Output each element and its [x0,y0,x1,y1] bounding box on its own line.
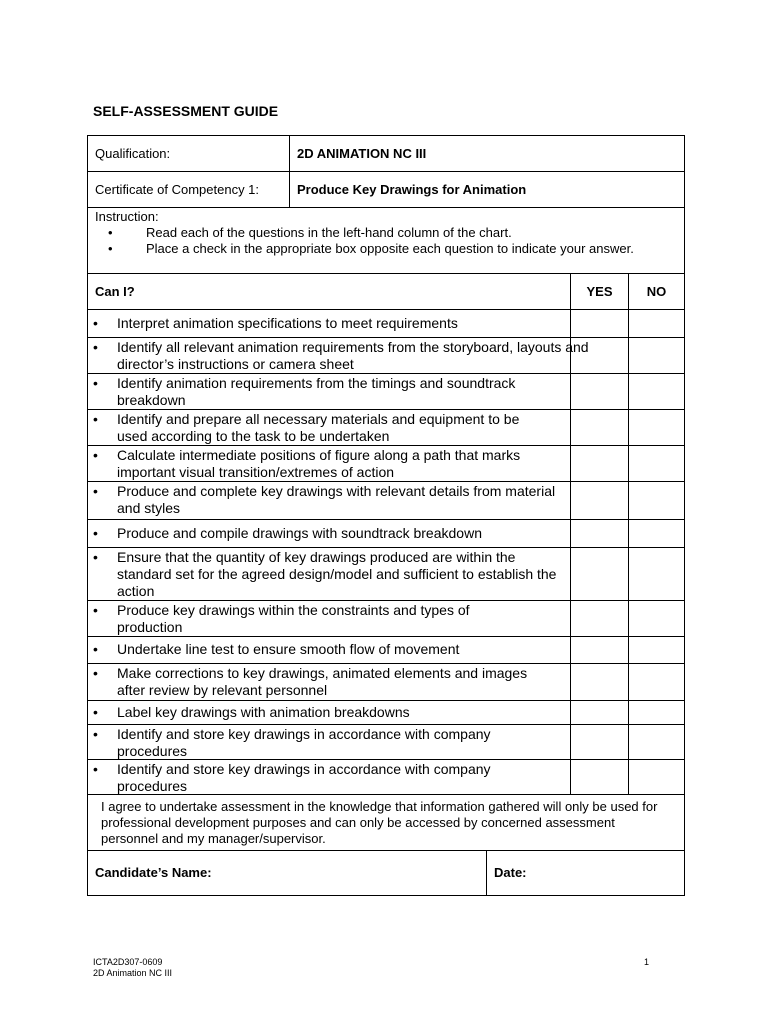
yes-checkbox[interactable] [570,664,628,700]
table-row [88,664,684,701]
qualification-row [88,136,684,172]
yes-checkbox[interactable] [570,548,628,600]
yes-checkbox[interactable] [570,338,628,373]
bullet-icon: • [93,761,98,777]
bullet-icon: • [93,641,98,657]
instruction-row [88,208,684,274]
no-checkbox[interactable] [628,760,684,794]
bullet-icon: • [93,447,98,463]
header-no-text: NO [646,284,667,299]
date-label: Date: [494,865,527,880]
candidate-name-label: Candidate’s Name: [95,865,212,880]
no-checkbox[interactable] [628,601,684,636]
bullet-icon: • [93,339,98,355]
agreement-text: I agree to undertake assessment in the knowledge that information gathered will only be used for professional development purposes and can only be accessed by concerned assessment personnel and my manager/supervisor. [101,799,658,846]
yes-checkbox[interactable] [570,760,628,794]
bullet-icon: • [93,375,98,391]
table-row [88,374,684,410]
question-text: Calculate intermediate positions of figure along a path that marks important visual transition/extremes of action [117,447,521,480]
bullet-icon: • [93,411,98,427]
question-text: Identify animation requirements from the timings and soundtrack breakdown [117,375,516,408]
bullet-icon: • [93,525,98,541]
instruction-bullet: Place a check in the appropriate box opposite each question to indicate your answer. [146,241,634,256]
yes-checkbox[interactable] [570,446,628,481]
no-checkbox[interactable] [628,374,684,409]
certificate-label: Certificate of Competency 1: [95,182,260,197]
no-checkbox[interactable] [628,338,684,373]
table-row [88,701,684,725]
yes-checkbox[interactable] [570,601,628,636]
question-text: Identify and store key drawings in accordance with company procedures [117,726,491,759]
instruction-heading: Instruction: [95,209,159,224]
question-text: Label key drawings with animation breakdowns [117,704,410,720]
footer-code: ICTA2D307-0609 [93,957,163,967]
instruction-bullet: Read each of the questions in the left-hand column of the chart. [146,225,512,240]
no-checkbox[interactable] [628,520,684,547]
bullet-icon: • [93,665,98,681]
question-text: Produce key drawings within the constraints and types of production [117,602,470,635]
question-text: Identify all relevant animation requirements from the storyboard, layouts and director’s instructions or camera sheet [117,339,589,372]
table-row [88,410,684,446]
question-text: Produce and complete key drawings with relevant details from material and styles [117,483,556,516]
bullet-icon: • [108,241,113,256]
table-row [88,520,684,548]
no-checkbox[interactable] [628,701,684,724]
agreement-row [88,795,684,851]
table-row [88,446,684,482]
question-text: Undertake line test to ensure smooth flow of movement [117,641,460,657]
bullet-icon: • [108,225,113,240]
table-row [88,637,684,664]
no-checkbox[interactable] [628,664,684,700]
question-text: Identify and prepare all necessary materials and equipment to be used according to the task to be undertaken [117,411,520,444]
table-row [88,310,684,338]
header-yes-text: YES [586,284,613,299]
bullet-icon: • [93,726,98,742]
header-no [628,274,684,309]
table-row [88,482,684,520]
no-checkbox[interactable] [628,446,684,481]
question-text: Identify and store key drawings in accordance with company procedures [117,761,491,794]
yes-checkbox[interactable] [570,410,628,445]
table-row [88,548,684,601]
yes-checkbox[interactable] [570,725,628,759]
yes-checkbox[interactable] [570,701,628,724]
yes-checkbox[interactable] [570,520,628,547]
yes-checkbox[interactable] [570,374,628,409]
question-text: Ensure that the quantity of key drawings produced are within the standard set for the agreed design/model and sufficient to establish the action [117,549,557,599]
table-row [88,725,684,760]
yes-checkbox[interactable] [570,482,628,519]
page-number: 1 [644,957,650,967]
header-yes [570,274,628,309]
bullet-icon: • [93,483,98,499]
date-field [486,851,684,895]
question-text: Produce and compile drawings with soundtrack breakdown [117,525,482,541]
yes-checkbox[interactable] [570,310,628,337]
table-row [88,760,684,795]
bullet-icon: • [93,315,98,331]
qualification-value-text: 2D ANIMATION NC III [297,146,427,161]
no-checkbox[interactable] [628,725,684,759]
signature-row [88,851,684,896]
certificate-row [88,172,684,208]
bullet-icon: • [93,549,98,565]
question-text: Make corrections to key drawings, animated elements and images after review by relevant personnel [117,665,528,698]
table-row [88,338,684,374]
assessment-table [87,135,685,896]
table-row [88,601,684,637]
certificate-value-text: Produce Key Drawings for Animation [297,182,527,197]
no-checkbox[interactable] [628,310,684,337]
bullet-icon: • [93,602,98,618]
header-can-i: Can I? [95,284,135,299]
question-text: Interpret animation specifications to meet requirements [117,315,458,331]
no-checkbox[interactable] [628,548,684,600]
bullet-icon: • [93,704,98,720]
footer-subtitle: 2D Animation NC III [93,968,173,978]
certificate-value [289,172,684,207]
qualification-value [289,136,684,171]
no-checkbox[interactable] [628,637,684,663]
no-checkbox[interactable] [628,482,684,519]
document-title: SELF-ASSESSMENT GUIDE [93,103,279,119]
table-header-row [88,274,684,310]
qualification-label: Qualification: [95,146,171,161]
yes-checkbox[interactable] [570,637,628,663]
no-checkbox[interactable] [628,410,684,445]
